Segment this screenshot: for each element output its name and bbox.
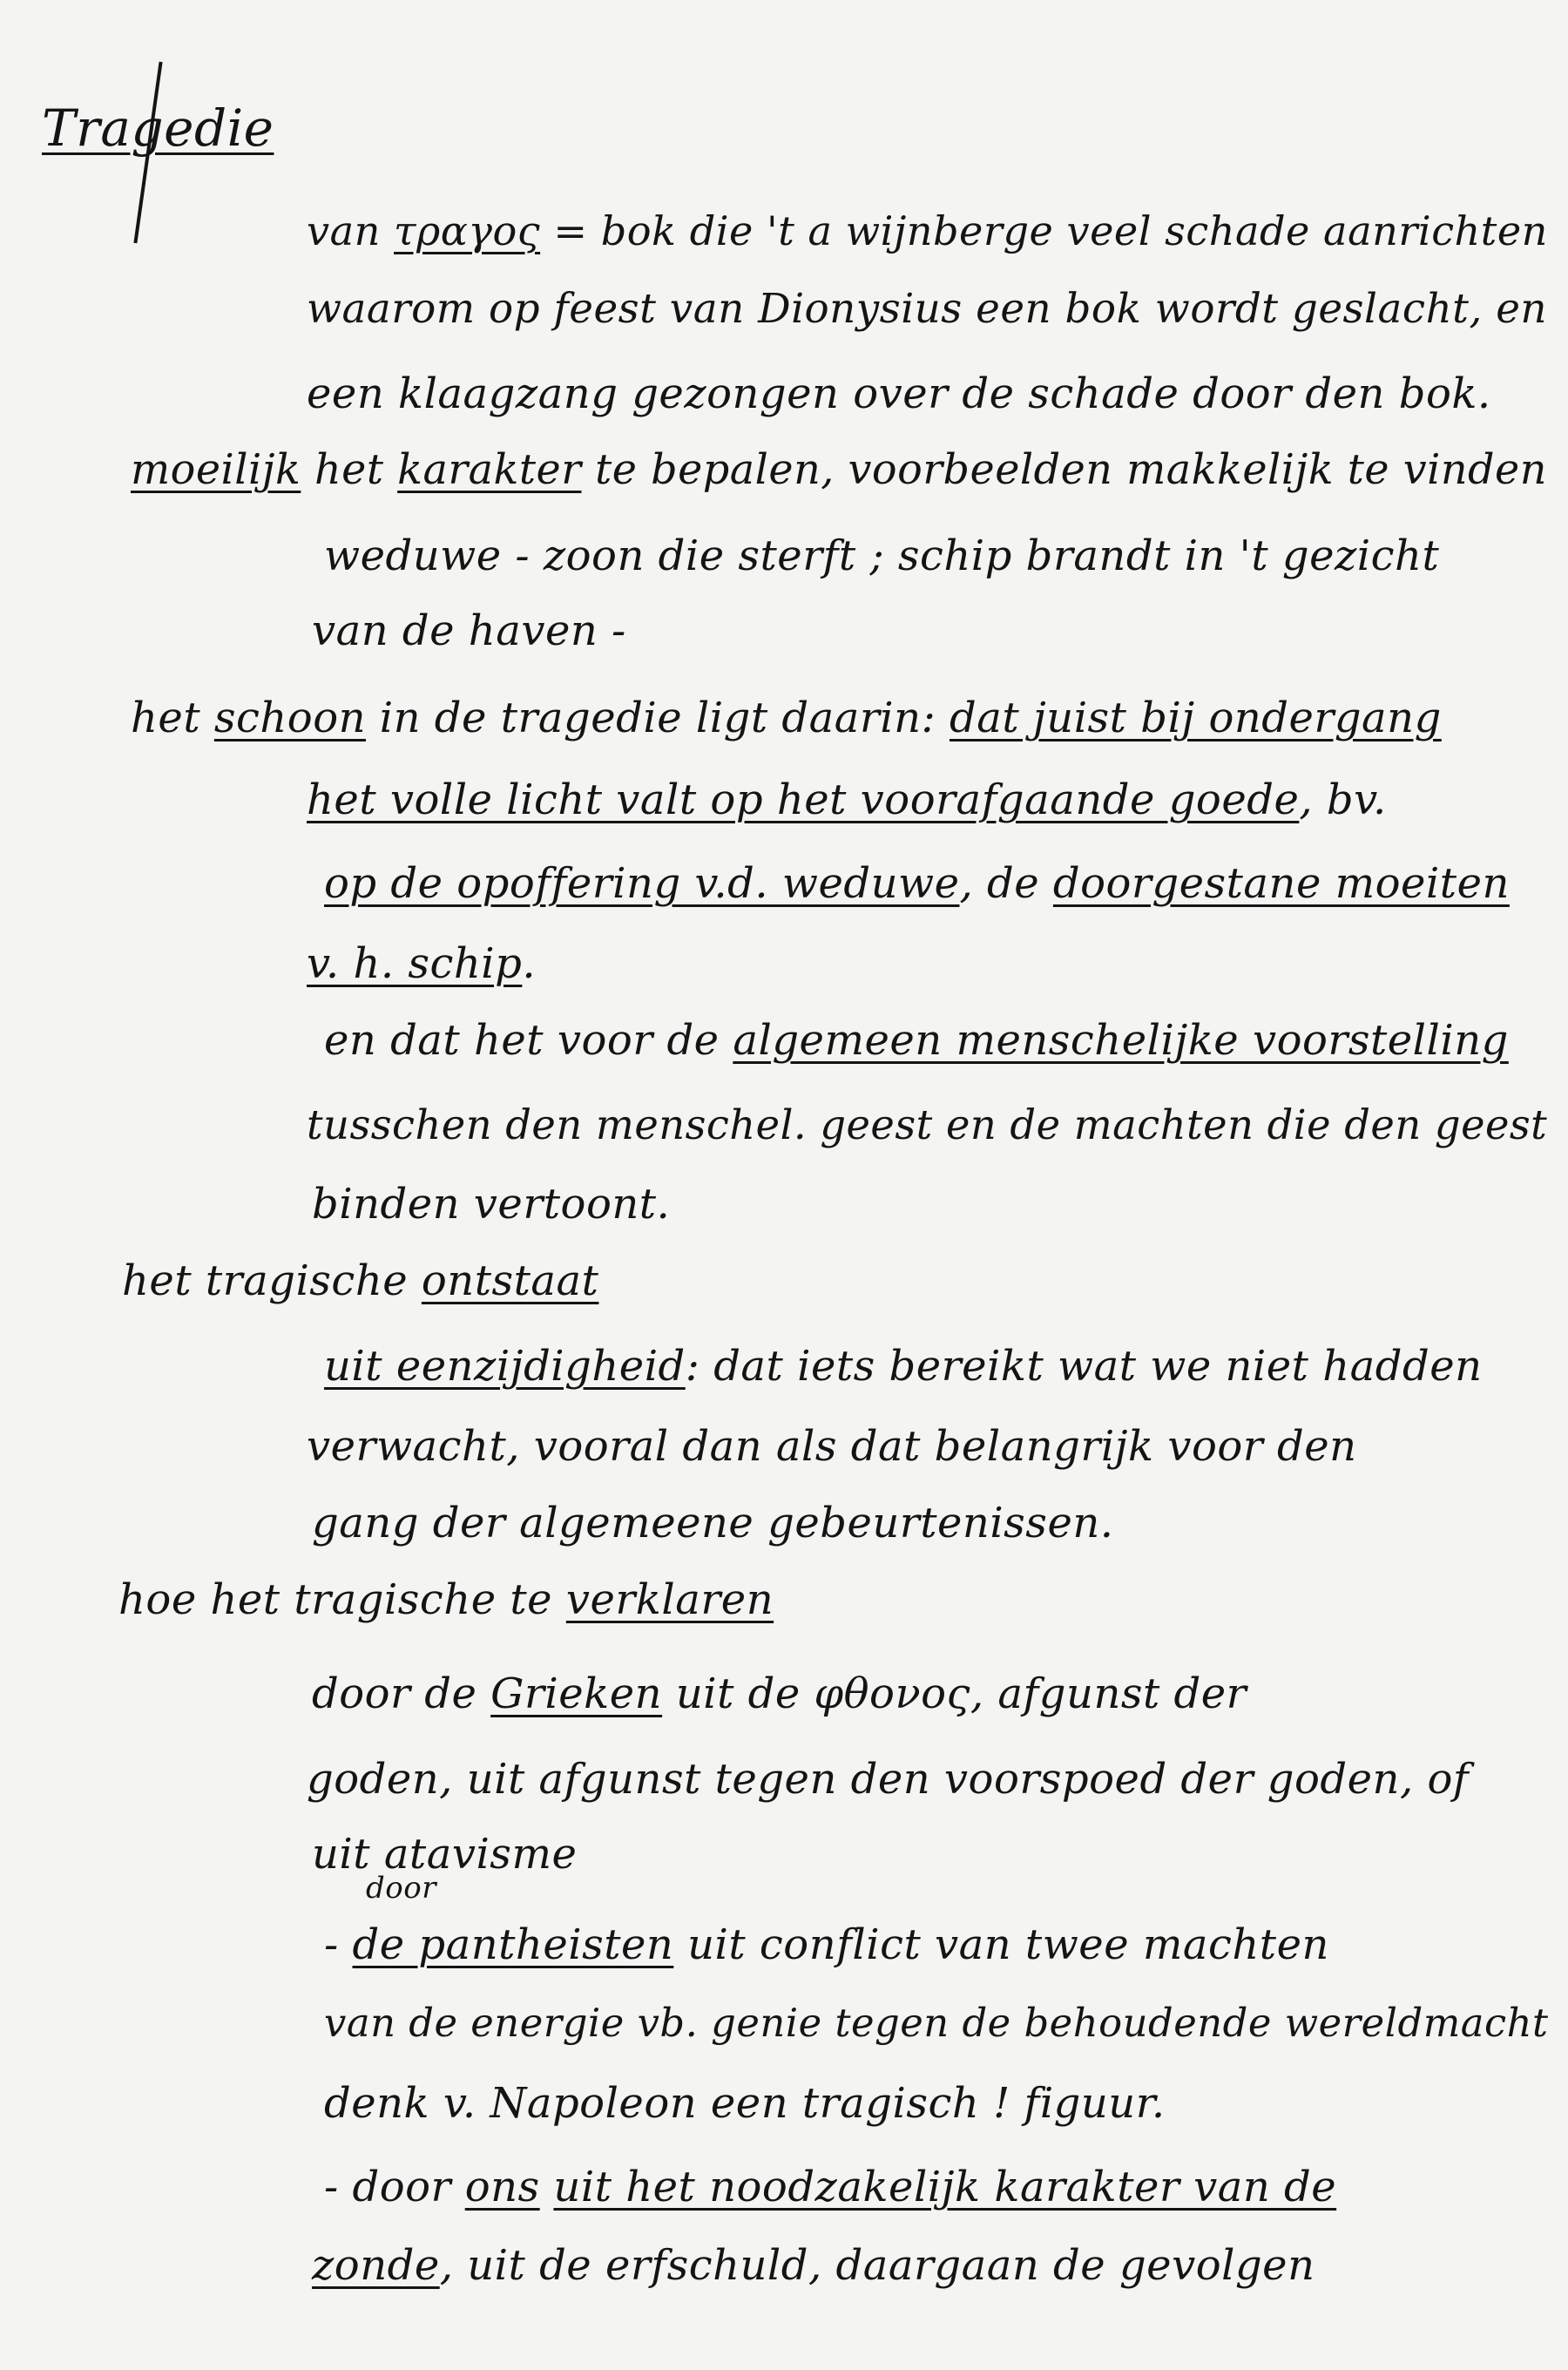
text-line — [324, 1016, 1509, 1065]
text-line — [131, 694, 1442, 742]
text-line — [307, 1101, 1548, 1148]
text-segment: verwacht, vooral dan als dat belangrijk voor den — [307, 1422, 1357, 1471]
text-segment: goden, uit afgunst tegen den voorspoed der goden, of — [307, 1755, 1470, 1804]
underlined-text: verklaren — [565, 1575, 774, 1624]
text-line — [307, 286, 1548, 333]
text-segment: - door — [324, 2163, 465, 2211]
text-segment: denk v. Napoleon een tragisch ! figuur. — [324, 2079, 1166, 2128]
underlined-text: v. h. schip — [307, 939, 523, 988]
text-line — [324, 1342, 1483, 1391]
text-segment: en dat het voor de — [324, 1016, 733, 1065]
text-line — [307, 775, 1387, 824]
underlined-text: τραγος — [394, 207, 541, 254]
underlined-text: algemeen menschelijke voorstelling — [733, 1016, 1509, 1065]
text-segment: uit atavisme — [312, 1830, 578, 1879]
text-segment: : dat iets bereikt wat we niet hadden — [685, 1342, 1483, 1391]
text-segment: weduwe - zoon die sterft ; schip brandt in 't gezicht — [324, 532, 1440, 580]
underlined-text: ons — [464, 2163, 540, 2211]
text-line — [131, 446, 1547, 494]
text-segment: . — [522, 939, 537, 988]
underlined-text: uit eenzijdigheid — [324, 1342, 686, 1391]
text-line — [307, 1422, 1357, 1471]
text-segment: , de — [959, 859, 1053, 908]
text-segment: het — [131, 694, 214, 742]
underlined-text: karakter — [397, 446, 582, 494]
underlined-text: Grieken — [490, 1669, 663, 1718]
text-segment: te bepalen, voorbeelden makkelijk te vinden — [581, 446, 1547, 494]
underlined-text: dat juist bij ondergang — [950, 694, 1442, 742]
underlined-text: schoon — [213, 694, 367, 742]
text-segment: uit de φθονος, afgunst der — [662, 1669, 1247, 1718]
underlined-text: het volle licht valt op het voorafgaande goede — [307, 775, 1300, 824]
underlined-text: de pantheisten — [352, 1920, 674, 1969]
text-segment: gang der algemeene gebeurtenissen. — [312, 1499, 1114, 1547]
underlined-text: zonde — [312, 2241, 440, 2290]
text-segment — [540, 2163, 554, 2211]
superscript-insertion: door — [366, 1871, 436, 1906]
text-segment: - — [324, 1920, 353, 1969]
text-line — [118, 1575, 774, 1624]
text-line — [312, 1499, 1114, 1547]
text-line — [122, 1256, 599, 1305]
text-segment: , uit de erfschuld, daargaan de gevolgen — [439, 2241, 1315, 2290]
text-segment: van — [307, 207, 395, 254]
text-segment: tusschen den menschel. geest en de machten die den geest — [307, 1101, 1548, 1148]
text-segment: door de — [312, 1669, 491, 1718]
text-segment: binden vertoont. — [312, 1180, 671, 1229]
underlined-text: doorgestane moeiten — [1052, 859, 1510, 908]
text-segment: in de tragedie ligt daarin: — [366, 694, 950, 742]
text-segment: hoe het tragische te — [118, 1575, 566, 1624]
text-segment: het tragische — [122, 1256, 422, 1305]
text-line — [312, 1669, 1247, 1718]
underlined-text: op de opoffering v.d. weduwe — [324, 859, 960, 908]
text-segment: van de haven - — [312, 606, 626, 655]
text-line — [312, 2241, 1315, 2290]
text-line — [312, 1180, 671, 1229]
text-segment: van de energie vb. genie tegen de behoudende wereldmacht — [324, 2000, 1549, 2046]
text-segment: het — [301, 446, 398, 494]
underlined-text: moeilijk — [131, 446, 301, 494]
text-segment: uit conflict van twee machten — [673, 1920, 1329, 1969]
text-line — [324, 1920, 1329, 1969]
underlined-text: uit het noodzakelijk karakter van de — [553, 2163, 1337, 2211]
text-segment: een klaagzang gezongen over de schade door den bok. — [307, 369, 1491, 418]
text-line — [307, 207, 1548, 254]
text-line — [324, 2000, 1549, 2046]
text-segment: = bok die 't a wijnberge veel schade aanrichten — [540, 207, 1548, 254]
text-line — [324, 532, 1440, 580]
page-title: Tragedie — [42, 98, 274, 158]
underlined-text: ontstaat — [421, 1256, 599, 1305]
text-line — [324, 859, 1510, 908]
text-line — [307, 1755, 1470, 1804]
text-line — [312, 606, 626, 655]
text-line — [324, 2079, 1166, 2128]
text-line — [307, 369, 1491, 418]
text-segment: waarom op feest van Dionysius een bok wordt geslacht, en — [307, 286, 1548, 333]
text-line — [312, 1830, 578, 1879]
text-line — [324, 2163, 1337, 2211]
text-segment: , bv. — [1299, 775, 1387, 824]
text-line — [307, 939, 537, 988]
